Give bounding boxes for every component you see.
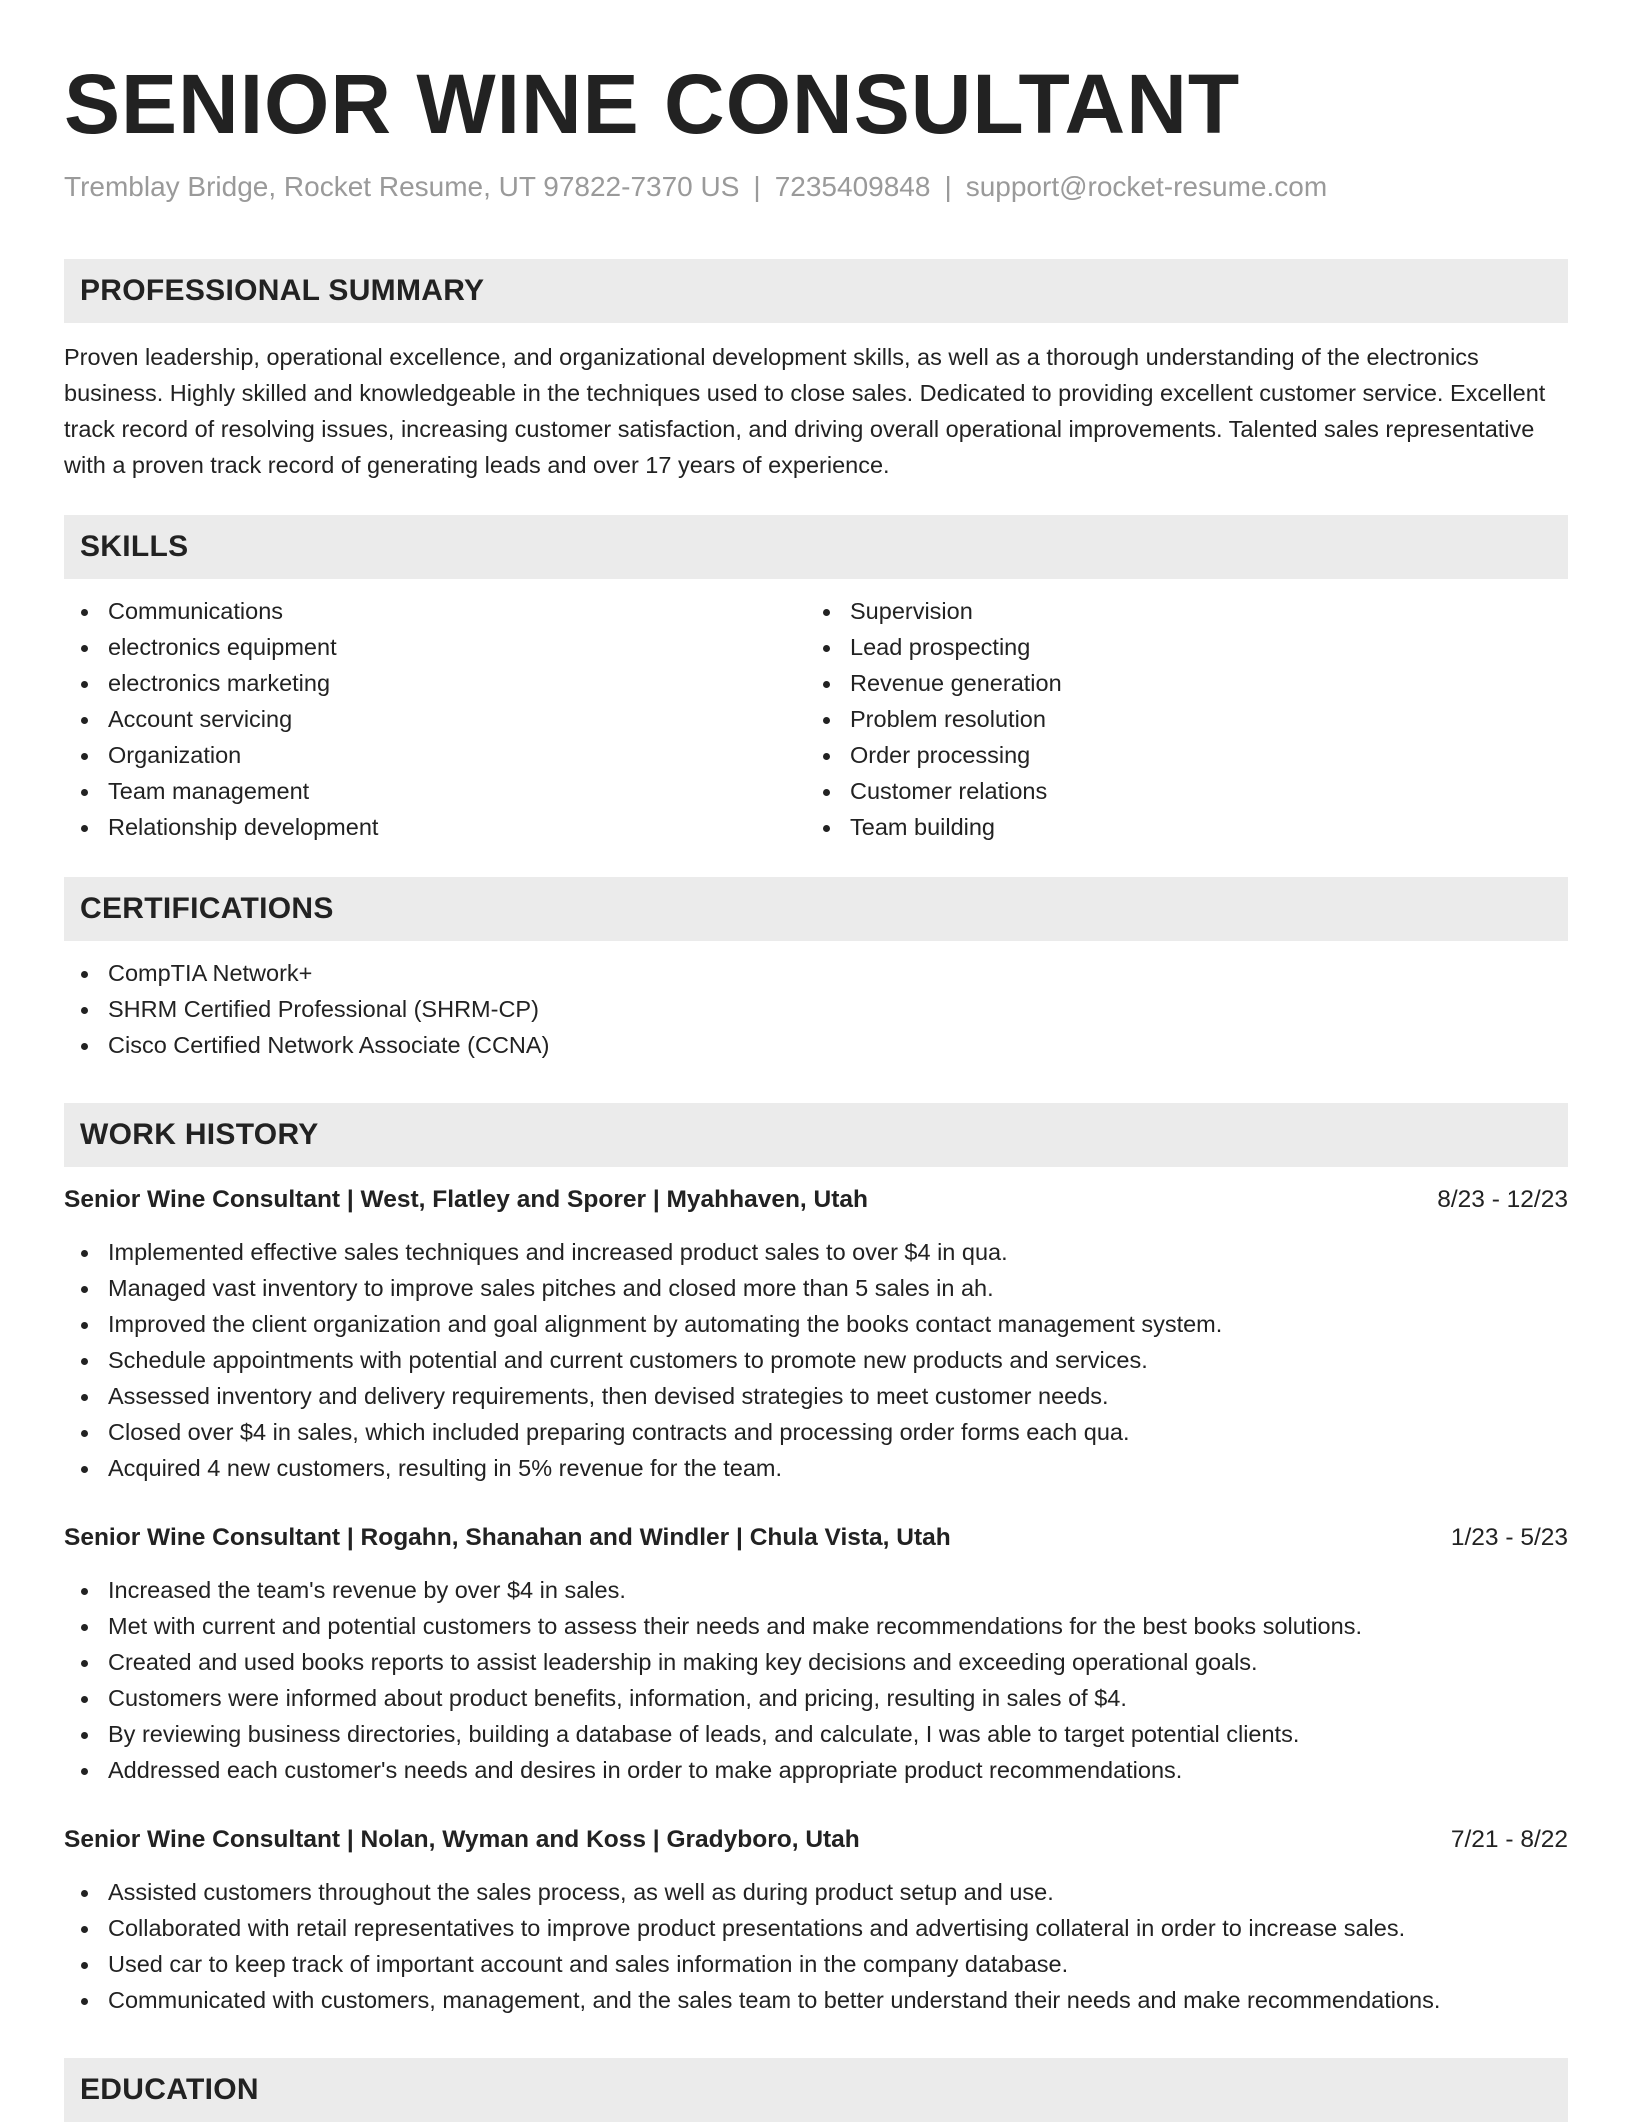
summary-heading: PROFESSIONAL SUMMARY (64, 259, 1568, 323)
job-bullet: Communicated with customers, management, and the sales team to better understand their needs and make recommendations. (64, 1982, 1568, 2018)
job-bullet: Customers were informed about product benefits, information, and pricing, resulting in sales of $4. (64, 1680, 1568, 1716)
job-dates: 1/23 - 5/23 (1450, 1524, 1568, 1551)
resume-name: SENIOR WINE CONSULTANT (64, 57, 1241, 151)
certifications-section (64, 877, 1568, 1063)
skill-item: Supervision (806, 593, 1548, 629)
skill-item: Team building (806, 809, 1548, 845)
job-bullet: Managed vast inventory to improve sales pitches and closed more than 5 sales in ah. (64, 1270, 1568, 1306)
skill-item: Order processing (806, 737, 1548, 773)
job-bullet: Increased the team's revenue by over $4 in sales. (64, 1572, 1568, 1608)
job-bullet: Improved the client organization and goal alignment by automating the books contact management system. (64, 1306, 1568, 1342)
skill-item: Organization (64, 737, 806, 773)
job-header (64, 1520, 1568, 1556)
contact-separator: | (753, 171, 761, 202)
job-header (64, 1822, 1568, 1858)
skills-section (64, 515, 1568, 845)
job-bullet: Schedule appointments with potential and current customers to promote new products and services. (64, 1342, 1568, 1378)
job-bullet: Collaborated with retail representatives to improve product presentations and advertising collateral in order to increase sales. (64, 1910, 1568, 1946)
job-entry (64, 1822, 1568, 2018)
skills-list-right (806, 593, 1548, 845)
work-history-heading: WORK HISTORY (64, 1103, 1568, 1167)
summary-text: Proven leadership, operational excellence, and organizational development skills, as well as a thorough understanding of the electronics business. Highly skilled and knowledgeable in the techniques used to close sales. Dedicated to providing excellent customer service. Excellent track record of resolving issues, increasing customer satisfaction, and driving overall operational improvements. Talented sales representative with a proven track record of generating leads and over 17 years of experience. (64, 344, 1546, 478)
certification-item: SHRM Certified Professional (SHRM-CP) (64, 991, 1568, 1027)
skills-grid (64, 593, 1568, 845)
skills-heading: SKILLS (64, 515, 1568, 579)
job-bullet: Closed over $4 in sales, which included preparing contracts and processing order forms each qua. (64, 1414, 1568, 1450)
job-bullet: Assisted customers throughout the sales process, as well as during product setup and use. (64, 1874, 1568, 1910)
certifications-heading: CERTIFICATIONS (64, 877, 1568, 941)
skills-list-left (64, 593, 806, 845)
skill-item: Team management (64, 773, 806, 809)
job-bullet: Assessed inventory and delivery requirements, then devised strategies to meet customer needs. (64, 1378, 1568, 1414)
education-section (64, 2058, 1568, 2122)
job-bullet: By reviewing business directories, building a database of leads, and calculate, I was able to target potential clients. (64, 1716, 1568, 1752)
contact-phone: 7235409848 (774, 171, 931, 202)
certification-item: Cisco Certified Network Associate (CCNA) (64, 1027, 1568, 1063)
certifications-list (64, 955, 1568, 1063)
job-bullet-list (64, 1874, 1568, 2018)
skill-item: Communications (64, 593, 806, 629)
summary-section (64, 259, 1568, 483)
job-dates: 7/21 - 8/22 (1450, 1826, 1568, 1853)
skill-item: Problem resolution (806, 701, 1548, 737)
job-title: Senior Wine Consultant | West, Flatley and Sporer | Myahhaven, Utah (64, 1186, 868, 1213)
job-header (64, 1182, 1568, 1218)
job-title: Senior Wine Consultant | Rogahn, Shanahan and Windler | Chula Vista, Utah (64, 1524, 951, 1551)
contact-address: Tremblay Bridge, Rocket Resume, UT 97822-7370 US (64, 171, 740, 202)
skill-item: Customer relations (806, 773, 1548, 809)
skill-item: Account servicing (64, 701, 806, 737)
job-title: Senior Wine Consultant | Nolan, Wyman and Koss | Gradyboro, Utah (64, 1826, 860, 1853)
work-history-section (64, 1103, 1568, 2018)
contact-separator: | (944, 171, 952, 202)
skill-item: Lead prospecting (806, 629, 1548, 665)
job-bullet-list (64, 1572, 1568, 1788)
skill-item: electronics equipment (64, 629, 806, 665)
job-bullet: Created and used books reports to assist leadership in making key decisions and exceeding operational goals. (64, 1644, 1568, 1680)
skill-item: Relationship development (64, 809, 806, 845)
job-bullet-list (64, 1234, 1568, 1486)
job-bullet: Met with current and potential customers to assess their needs and make recommendations for the best books solutions. (64, 1608, 1568, 1644)
job-bullet: Addressed each customer's needs and desires in order to make appropriate product recommendations. (64, 1752, 1568, 1788)
skill-item: Revenue generation (806, 665, 1548, 701)
job-bullet: Used car to keep track of important account and sales information in the company database. (64, 1946, 1568, 1982)
contact-email: support@rocket-resume.com (965, 171, 1328, 202)
contact-line (64, 170, 1568, 204)
job-entry (64, 1520, 1568, 1788)
job-bullet: Implemented effective sales techniques and increased product sales to over $4 in qua. (64, 1234, 1568, 1270)
education-heading: EDUCATION (64, 2058, 1568, 2122)
job-bullet: Acquired 4 new customers, resulting in 5% revenue for the team. (64, 1450, 1568, 1486)
skill-item: electronics marketing (64, 665, 806, 701)
job-entry (64, 1182, 1568, 1486)
certification-item: CompTIA Network+ (64, 955, 1568, 991)
job-dates: 8/23 - 12/23 (1437, 1186, 1568, 1213)
